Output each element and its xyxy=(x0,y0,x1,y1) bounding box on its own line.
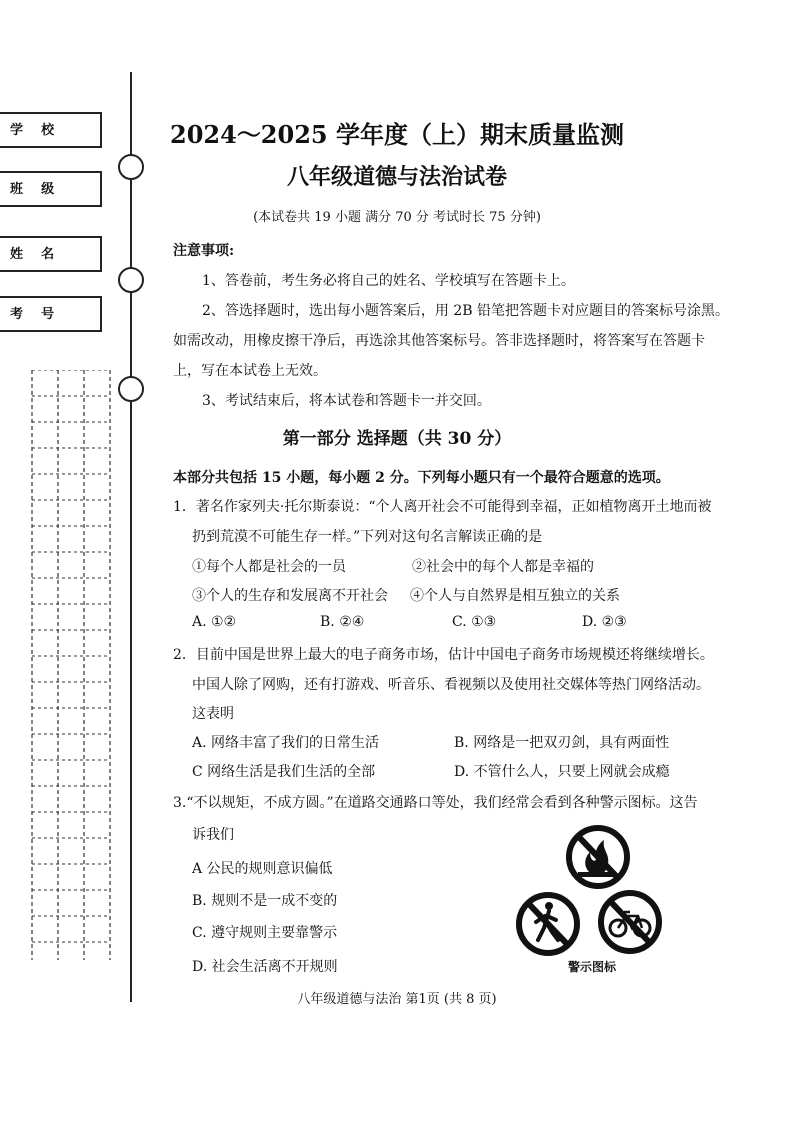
q2-stem-line2: 中国人除了网购，还有打游戏、听音乐、看视频以及使用社交媒体等热门网络活动。 xyxy=(192,677,710,693)
q1-option-d[interactable]: D. ②③ xyxy=(582,614,627,630)
q2-option-d[interactable]: D. 不管什么人，只要上网就会成瘾 xyxy=(454,764,670,780)
warning-signs-figure xyxy=(516,824,666,976)
section-intro: 本部分共包括 15 小题，每小题 2 分。下列每小题只有一个最符合题意的选项。 xyxy=(173,470,670,486)
seat-number-grid xyxy=(30,370,112,960)
exam-meta: (本试卷共 19 小题 满分 70 分 考试时长 75 分钟) xyxy=(253,210,541,225)
q2-stem-line1: 2．目前中国是世界上最大的电子商务市场，估计中国电子商务市场规模还将继续增长。 xyxy=(173,647,714,663)
section-title: 第一部分 选择题（共 30 分） xyxy=(282,429,512,449)
notice-item-2-cont: 如需改动，用橡皮擦干净后，再选涂其他答案标号。答非选择题时，将答案写在答题卡 xyxy=(173,333,705,349)
q1-statement-2: ②社会中的每个人都是幸福的 xyxy=(412,559,594,575)
q1-statement-1: ①每个人都是社会的一员 xyxy=(192,559,346,575)
q1-option-a[interactable]: A. ①② xyxy=(192,614,237,630)
q1-stem-line2: 扔到荒漠不可能生存一样。”下列对这句名言解读正确的是 xyxy=(192,529,543,545)
warning-signs-caption: 警示图标 xyxy=(568,960,617,974)
q2-option-a[interactable]: A. 网络丰富了我们的日常生活 xyxy=(192,735,380,751)
notice-item-1: 1、答卷前，考生务必将自己的姓名、学校填写在答题卡上。 xyxy=(202,273,575,289)
exam-subtitle: 八年级道德与法治试卷 xyxy=(286,164,507,190)
exam-number-label: 考 号 xyxy=(10,307,55,322)
q2-option-b[interactable]: B. 网络是一把双刃剑，具有两面性 xyxy=(454,735,670,751)
name-label: 姓 名 xyxy=(10,247,55,262)
exam-title: 2024～2025 学年度（上）期末质量监测 xyxy=(170,120,624,149)
binding-hole-middle xyxy=(118,267,144,293)
page-footer: 八年级道德与法治 第1页 (共 8 页) xyxy=(297,992,497,1007)
q1-option-b[interactable]: B. ②④ xyxy=(320,614,365,630)
no-pedestrian-icon xyxy=(519,895,577,953)
q2-option-c[interactable]: C 网络生活是我们生活的全部 xyxy=(192,764,376,780)
q3-option-a[interactable]: A 公民的规则意识偏低 xyxy=(192,861,333,877)
q3-stem-line1: 3.“不以规矩，不成方圆。”在道路交通路口等处，我们经常会看到各种警示图标。这告 xyxy=(173,795,698,811)
no-bicycle-icon xyxy=(601,893,659,951)
no-fire-icon xyxy=(569,828,627,886)
q1-option-c[interactable]: C. ①③ xyxy=(452,614,497,630)
notice-item-2: 2、答选择题时，选出每小题答案后，用 2B 铅笔把答题卡对应题目的答案标号涂黑。 xyxy=(202,303,730,319)
q2-stem-line3: 这表明 xyxy=(192,706,234,722)
notice-heading: 注意事项: xyxy=(173,243,235,259)
class-label: 班 级 xyxy=(10,182,55,197)
binding-hole-bottom xyxy=(118,376,144,402)
notice-item-3: 3、考试结束后，将本试卷和答题卡一并交回。 xyxy=(202,393,491,409)
q1-statement-3: ③个人的生存和发展离不开社会 xyxy=(192,588,388,604)
q1-stem-line1: 1．著名作家列夫·托尔斯泰说：“个人离开社会不可能得到幸福，正如植物离开土地而被 xyxy=(173,499,712,515)
q3-option-c[interactable]: C. 遵守规则主要靠警示 xyxy=(192,925,338,941)
q3-option-b[interactable]: B. 规则不是一成不变的 xyxy=(192,893,338,909)
school-label: 学 校 xyxy=(10,123,55,138)
notice-item-2-end: 上，写在本试卷上无效。 xyxy=(173,363,327,379)
q1-statement-4: ④个人与自然界是相互独立的关系 xyxy=(410,588,620,604)
q3-option-d[interactable]: D. 社会生活离不开规则 xyxy=(192,959,338,975)
q3-stem-line2: 诉我们 xyxy=(192,827,234,843)
